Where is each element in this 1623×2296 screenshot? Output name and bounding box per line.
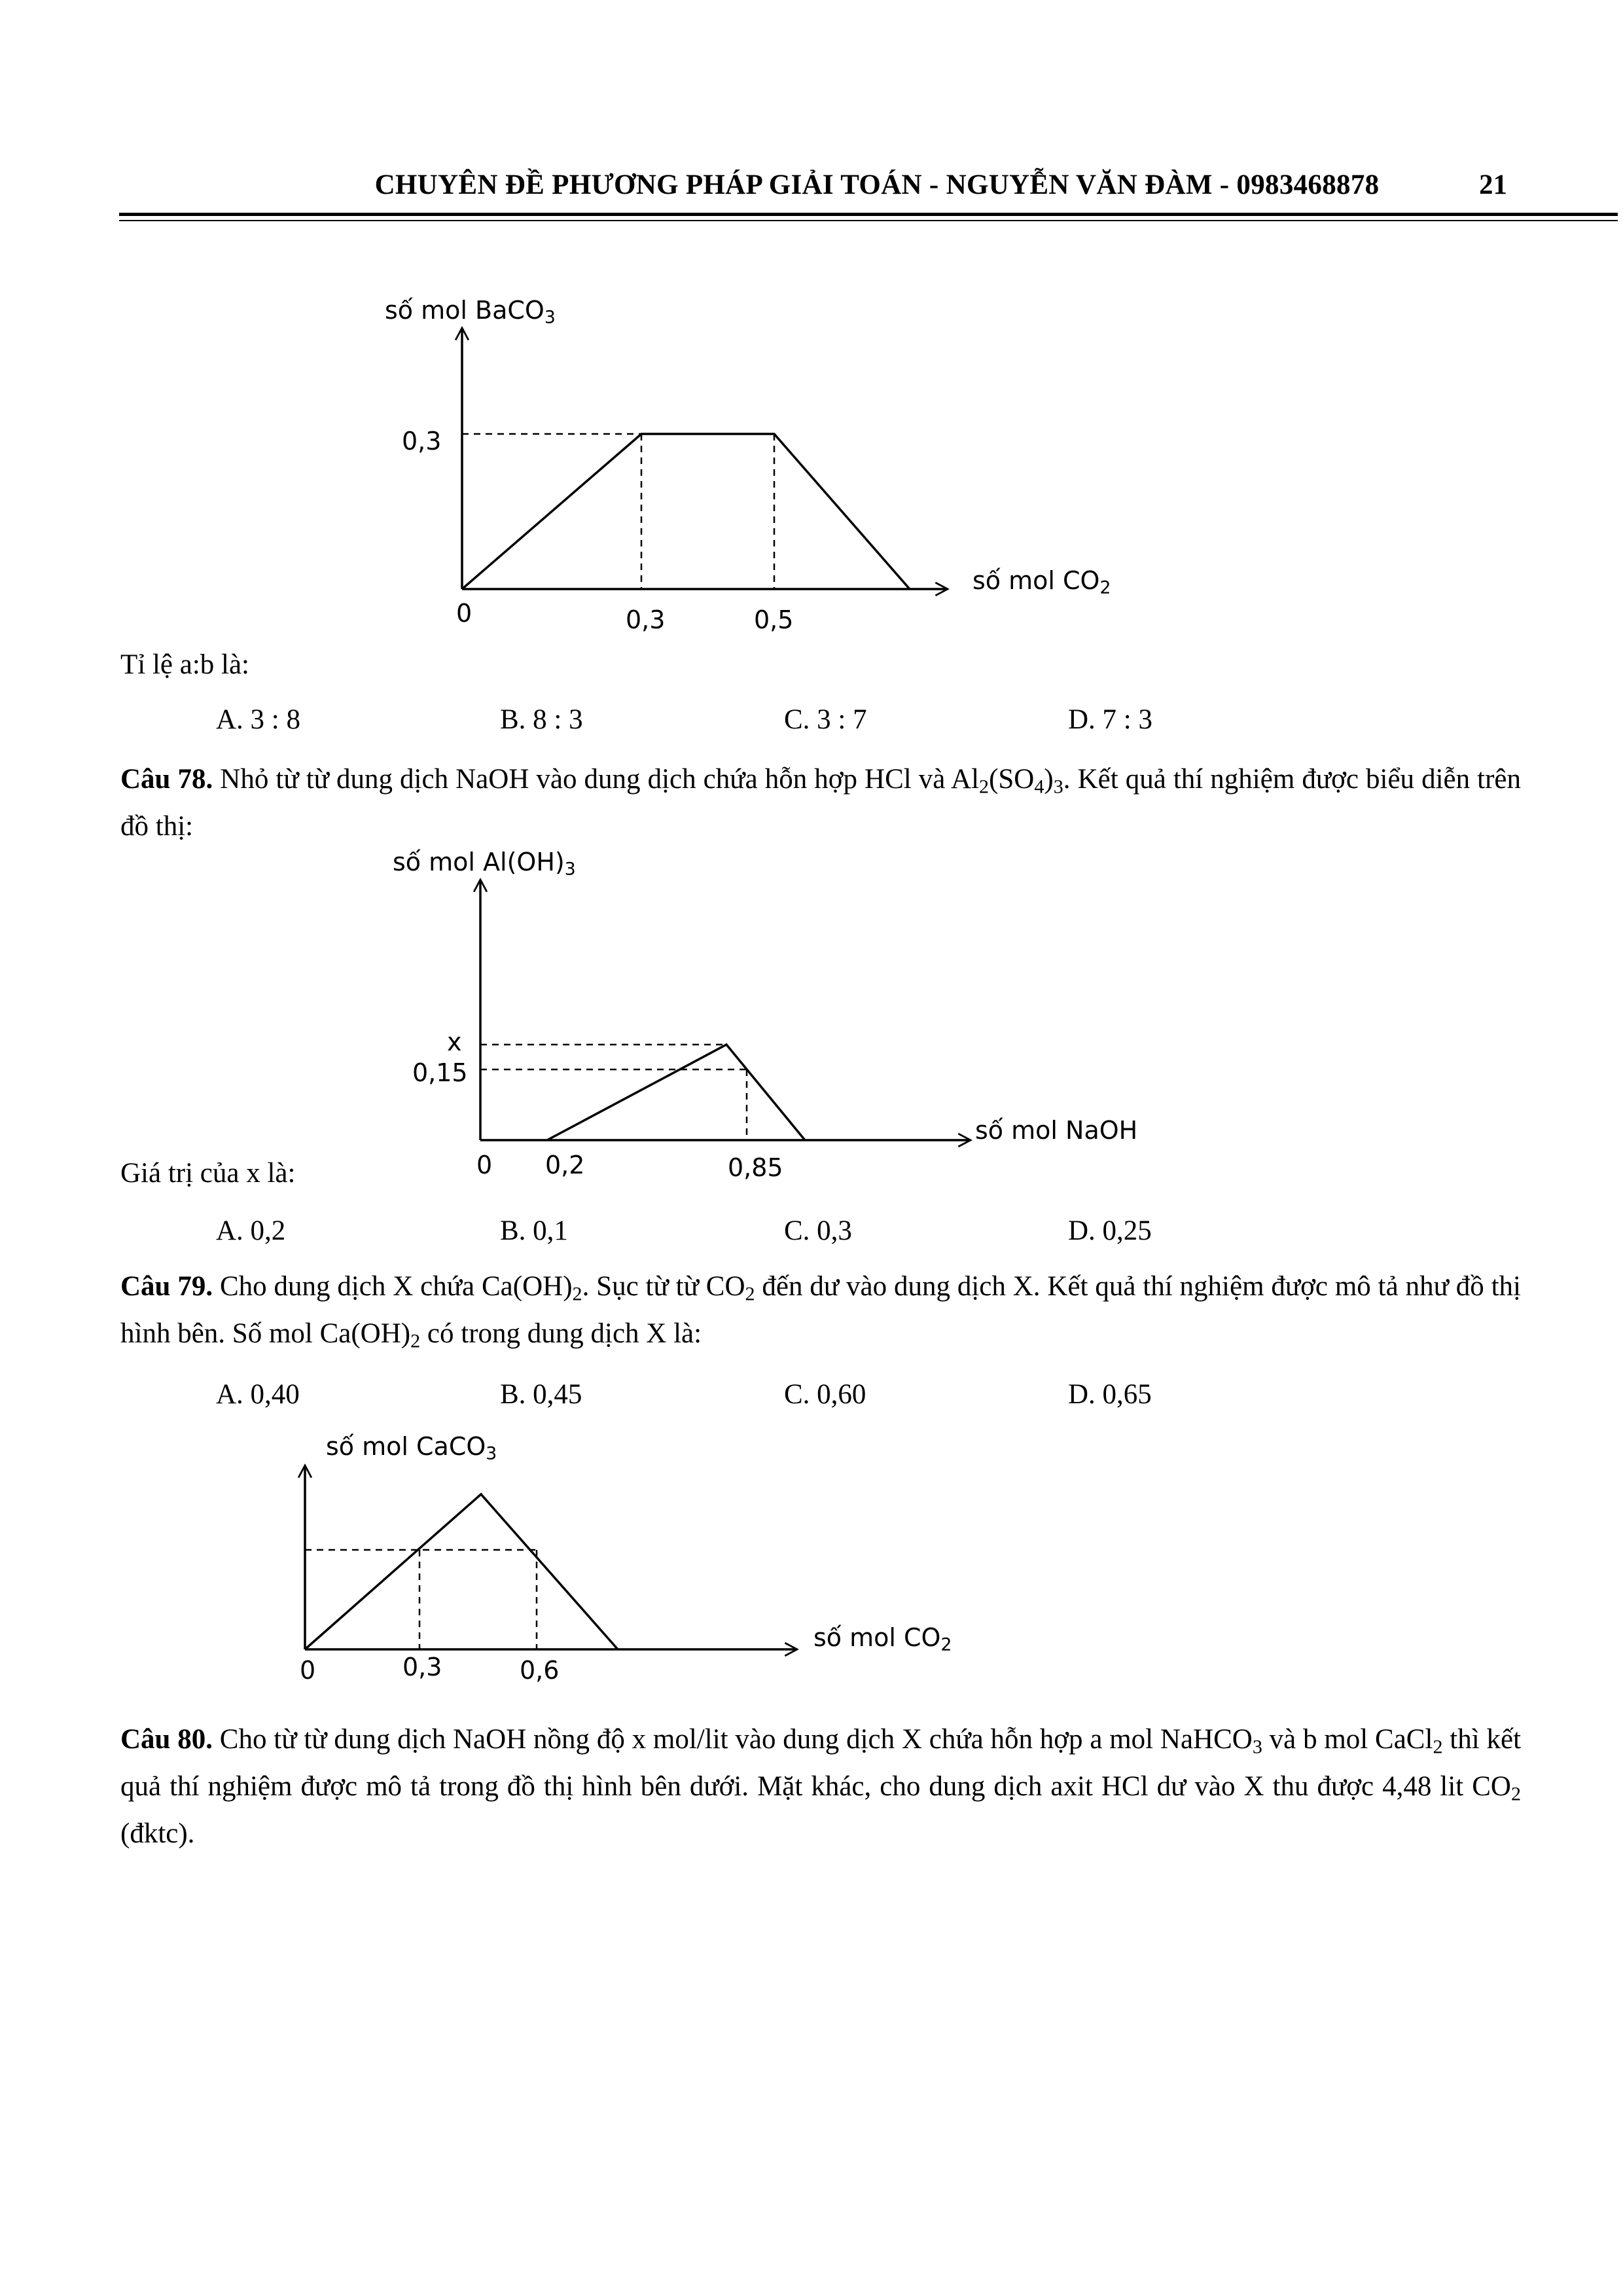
q79-option-a: A. 0,40 [216,1379,300,1410]
graph1-origin: 0 [456,599,473,628]
graph3-x-label: số mol $CO_2$ [813,1623,952,1655]
graph3-x-tick-2: 0,6 [520,1656,560,1685]
graph3-curve [305,1494,618,1649]
graph1-figure [462,329,947,589]
graph1-x-tick-1: 0,3 [626,605,666,634]
graph1-y-label: số mol BaCO$_3$ [385,296,556,328]
q80-text: Câu 80. Cho từ từ dung dịch NaOH nồng độ x mol/lit vào dung dịch X chứa hỗn hợp a mol NaHCO$_3$ và b mol CaCl$_2$ thì kết quả thí nghiệm được mô tả trong đồ thị hình bên dưới. Mặt khác, cho dung dịch axit HCl dư vào X thu được 4,48 lit $CO_2$ (đktc). [120,1724,1522,1849]
graph2-x-label: số mol NaOH [975,1116,1138,1145]
q78-option-a: A. 0,2 [216,1215,286,1246]
graph3-figure [305,1466,796,1649]
graph2-x-tick-2: 0,85 [728,1153,783,1182]
q78-option-b: B. 0,1 [500,1215,568,1246]
graph1-curve [462,434,910,589]
q78-option-d: D. 0,25 [1068,1215,1152,1246]
page-number: 21 [1479,170,1507,200]
graph2-y-tick-x: x [447,1028,462,1056]
graph1-x-tick-2: 0,5 [754,605,794,634]
q79-option-b: B. 0,45 [500,1379,582,1410]
graph2-y-label: số mol $Al(OH)_3$ [393,848,576,880]
graph3-origin: 0 [300,1656,316,1685]
graph3-x-tick-1: 0,3 [402,1653,442,1681]
graph1-y-tick: 0,3 [402,427,442,456]
q78-option-c: C. 0,3 [784,1215,852,1246]
q79-option-c: C. 0,60 [784,1379,866,1410]
graph2-origin: 0 [476,1151,493,1179]
q79-text: Câu 79. Cho dung dịch X chứa $Ca(OH)_2$. Sục từ từ $CO_2$ đến dư vào dung dịch X. Kết quả thí nghiệm được mô tả như đồ thị hình bên. Số mol $Ca(OH)_2$ có trong dung dịch X là: [120,1271,1521,1352]
graph2-curve [547,1045,805,1140]
q77-option-b: B. 8 : 3 [500,704,583,735]
q77-option-a: A. 3 : 8 [216,704,300,735]
graph2-figure [480,880,970,1140]
graph1-x-label: số mol $CO_2$ [972,566,1111,598]
q77-option-c: C. 3 : 7 [784,704,867,735]
graph2-y-tick-015: 0,15 [412,1058,468,1087]
graph3-y-label: số mol CaCO$_3$ [326,1432,497,1464]
q78-text: Câu 78. Nhỏ từ từ dung dịch NaOH vào dung dịch chứa hỗn hợp HCl và $Al_2(SO_4)_3$. Kết quả thí nghiệm được biểu diễn trên đồ thị: [120,764,1522,842]
q78-prompt: Giá trị của x là: [120,1158,296,1189]
q77-option-d: D. 7 : 3 [1068,704,1152,735]
q77-prompt: Tỉ lệ a:b là: [120,649,250,680]
graph2-x-tick-1: 0,2 [545,1151,585,1179]
page-header-title: CHUYÊN ĐỀ PHƯƠNG PHÁP GIẢI TOÁN - NGUYỄN VĂN ĐÀM - 0983468878 [374,170,1380,200]
q79-option-d: D. 0,65 [1068,1379,1152,1410]
